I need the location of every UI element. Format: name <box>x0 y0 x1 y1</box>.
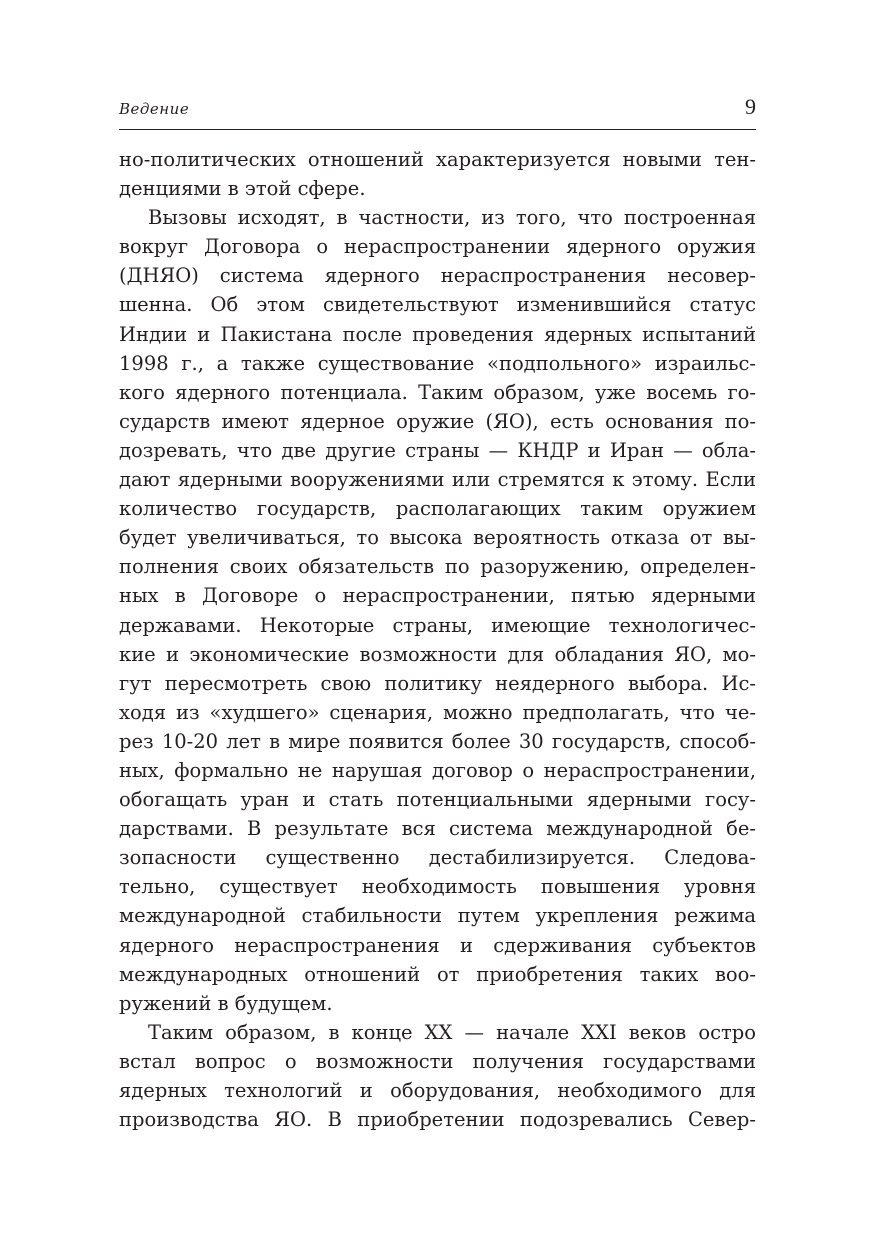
text-line: будет увеличиваться, то высока вероятность отказа от вы- <box>119 526 756 550</box>
running-title: Ведение <box>119 100 190 118</box>
text-line: Таким образом, в конце XX — начале XXI веков остро <box>148 1020 756 1044</box>
text-line: кого ядерного потенциала. Таким образом, уже восемь го- <box>119 380 756 404</box>
text-line: но-политических отношений характеризуется новыми тен- <box>119 148 756 171</box>
page-header <box>119 94 756 130</box>
text-line: международных отношений от приобретения таких воо- <box>119 962 756 986</box>
text-line: зопасности существенно дестабилизируется. Следова- <box>119 846 756 870</box>
text-line: ядерных технологий и оборудования, необходимого для <box>119 1079 756 1102</box>
text-line: международной стабильности путем укрепления режима <box>119 904 756 928</box>
header-rule <box>119 129 756 130</box>
text-line: дают ядерными вооружениями или стремятся к этому. Если <box>119 468 756 492</box>
text-line: гут пересмотреть свою политику неядерного выбора. Ис- <box>119 671 756 695</box>
text-line: кие и экономические возможности для обладания ЯО, мо- <box>119 642 756 666</box>
text-line: встал вопрос о возможности получения государствами <box>119 1049 756 1073</box>
text-line: дозревать, что две другие страны — КНДР и Иран — обла- <box>119 438 756 462</box>
text-line: ружений в будущем. <box>119 991 333 1015</box>
text-line: Вызовы исходят, в частности, из того, что построенная <box>148 206 756 230</box>
text-line: вокруг Договора о нераспространении ядерного оружия <box>119 235 756 259</box>
page-number: 9 <box>745 94 756 119</box>
text-line: ходя из «худшего» сценария, можно предполагать, что че- <box>119 700 756 724</box>
text-line: шенна. Об этом свидетельствуют изменившийся статус <box>119 293 756 317</box>
text-line: ных, формально не нарушая договор о нераспространении, <box>119 758 756 782</box>
body-text <box>119 145 756 1134</box>
text-line: полнения своих обязательств по разоружению, определен- <box>119 555 756 579</box>
text-line: производства ЯО. В приобретении подозревались Север- <box>119 1108 756 1132</box>
text-line: рез 10-20 лет в мире появится более 30 государств, способ- <box>119 729 756 753</box>
text-line: дарствами. В результате вся система международной бе- <box>119 817 756 841</box>
text-line: ных в Договоре о нераспространении, пятью ядерными <box>119 584 756 608</box>
text-line: обогащать уран и стать потенциальными ядерными госу- <box>119 788 756 812</box>
text-line: 1998 г., а также существование «подпольного» израильс- <box>119 351 756 375</box>
text-line: державами. Некоторые страны, имеющие технологичес- <box>119 613 756 637</box>
text-line: Индии и Пакистана после проведения ядерных испытаний <box>119 322 756 346</box>
text-line: тельно, существует необходимость повышения уровня <box>119 875 756 899</box>
text-line: (ДНЯО) система ядерного нераспространения несовер- <box>119 264 756 288</box>
text-line: количество государств, располагающих таким оружием <box>119 497 756 521</box>
text-line: денциями в этой сфере. <box>119 177 366 201</box>
text-line: ядерного нераспространения и сдерживания субъектов <box>119 933 756 957</box>
text-line: сударств имеют ядерное оружие (ЯО), есть основания по- <box>119 409 756 433</box>
